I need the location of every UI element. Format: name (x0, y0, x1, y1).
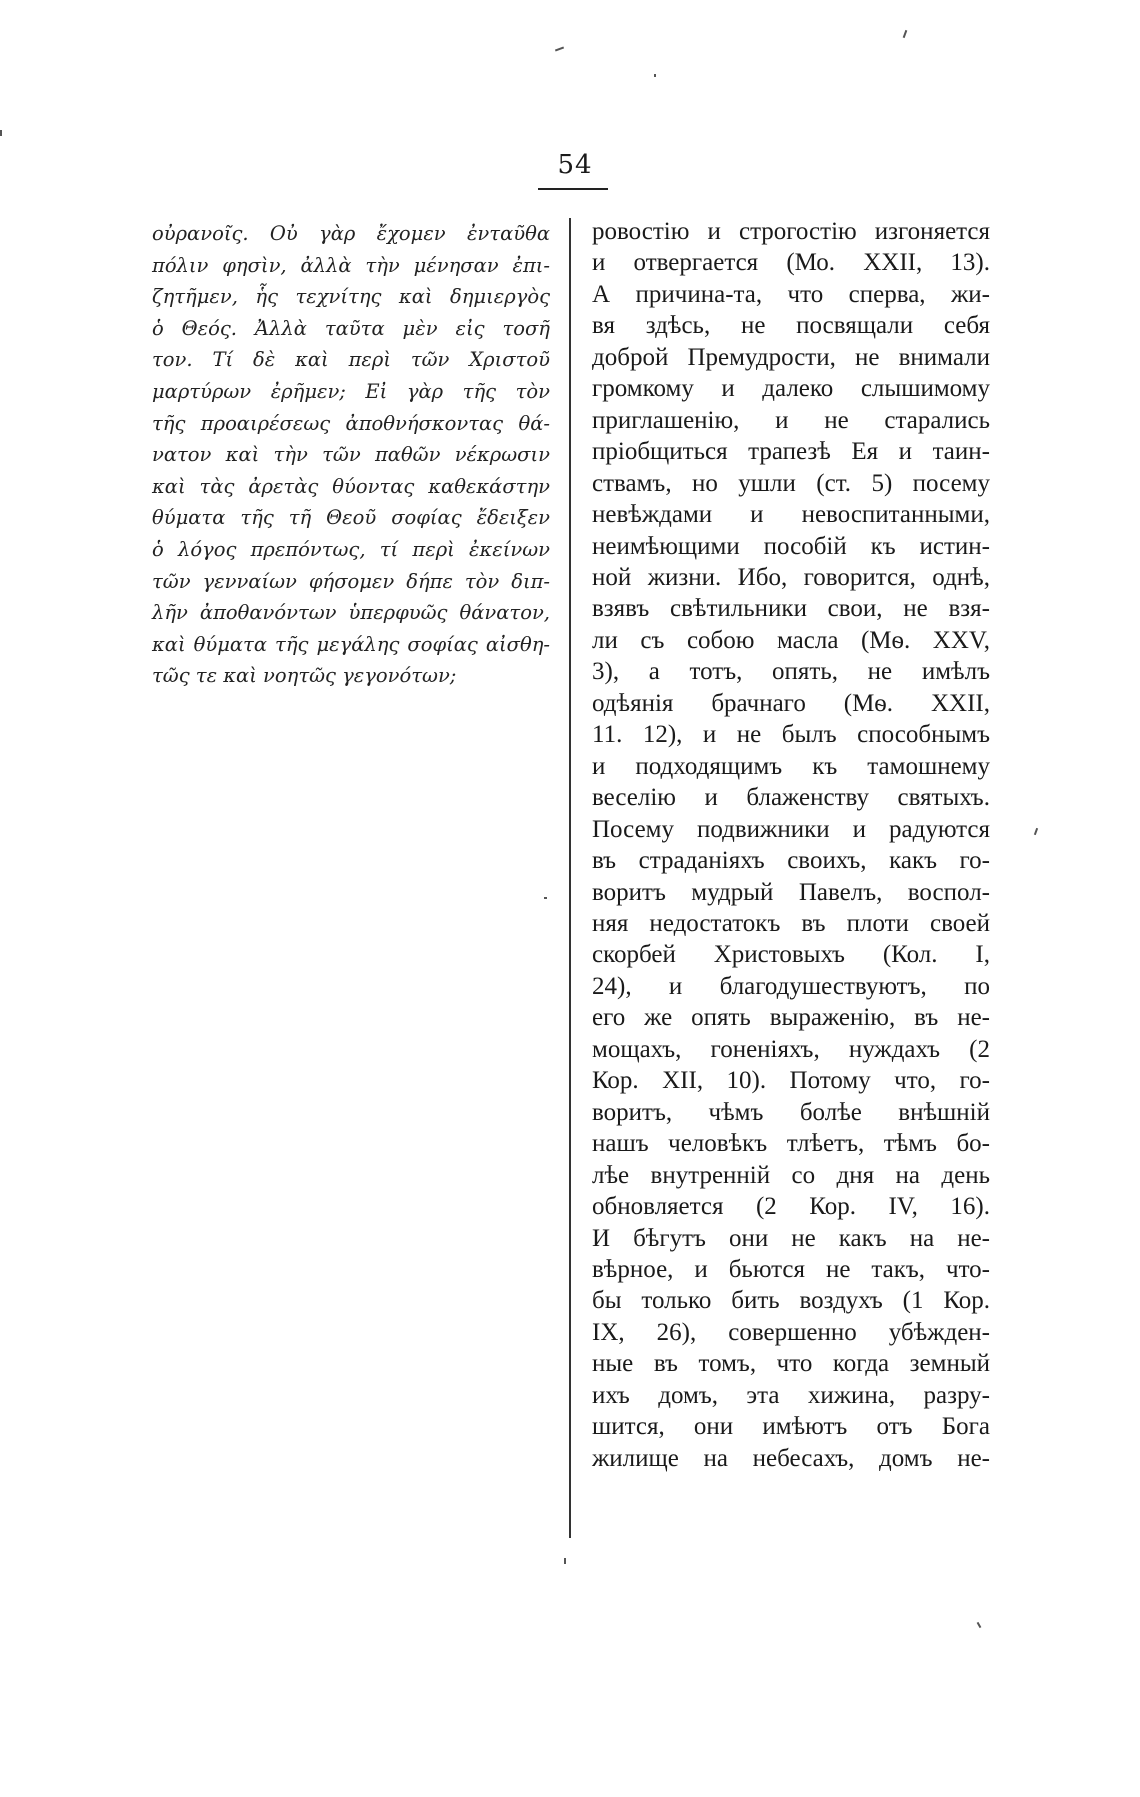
scan-speck (0, 130, 2, 136)
greek-text-line: ζητῆμεν, ἧς τεχνίτης καὶ δημιεργὸς (152, 285, 550, 309)
russian-text-line: ствамъ, но ушли (ст. 5) посему (592, 469, 990, 497)
scan-speck (903, 30, 908, 38)
russian-text-line: скорбей Христовыхъ (Кол. I, (592, 941, 990, 969)
greek-text-line: καὶ θύματα τῆς μεγάλης σοφίας αἰσθη- (152, 632, 550, 656)
russian-text-line: жилище на небесахъ, домъ не- (592, 1444, 990, 1472)
russian-text-line: няя недостатокъ въ плоти своей (592, 909, 990, 937)
russian-text-line: одѣянія брачнаго (Мѳ. XXII, (592, 689, 990, 717)
greek-text-line: ὁ Θεός. Ἀλλὰ ταῦτα μὲν εἰς τοσῆ (152, 316, 550, 340)
russian-text-line: невѣждами и невоспитанными, (592, 501, 990, 529)
greek-text-line: ὁ λόγος πρεπόντως, τί περὶ ἐκείνων (152, 537, 550, 561)
scan-speck (564, 1558, 566, 1564)
greek-text-line: νατον καὶ τὴν τῶν παθῶν νέκρωσιν (152, 443, 550, 467)
greek-text-line: οὐρανοῖς. Οὐ γὰρ ἔχομεν ἐνταῦθα (152, 222, 550, 245)
russian-text-line: громкому и далеко слышимому (592, 375, 990, 403)
russian-text-line: вѣрное, и бьются не такъ, что- (592, 1255, 990, 1283)
greek-text-line: καὶ τὰς ἀρετὰς θύοντας καθεκάστην (152, 474, 550, 498)
page-number-underline (538, 188, 608, 190)
russian-text-line: лѣе внутренній со дня на день (592, 1161, 990, 1189)
scan-speck (544, 897, 547, 899)
russian-text-line: воритъ, чѣмъ болѣе внѣшній (592, 1098, 990, 1126)
russian-text-line: 11. 12), и не былъ способнымъ (592, 721, 990, 749)
greek-text-line: τῆς προαιρέσεως ἀποθνήσκοντας θά- (152, 411, 550, 435)
russian-text-line: доброй Премудрости, не внимали (592, 343, 990, 371)
column-divider (569, 218, 571, 1538)
russian-text-column (592, 216, 990, 1474)
russian-text-line: его же опять выраженію, въ не- (592, 1004, 990, 1032)
russian-text-line: нашъ человѣкъ тлѣетъ, тѣмъ бо- (592, 1130, 990, 1158)
russian-text-line: IX, 26), совершенно убѣжден- (592, 1318, 990, 1346)
russian-text-line: ной жизни. Ибо, говорится, однѣ, (592, 563, 990, 591)
russian-text-line: ли съ собою масла (Мѳ. XXV, (592, 626, 990, 654)
scan-speck (1034, 828, 1038, 835)
russian-text-line: и подходящимъ къ тамошнему (592, 752, 990, 780)
greek-text-column (152, 218, 550, 692)
russian-text-line: шится, они имѣютъ отъ Бога (592, 1413, 990, 1441)
scan-speck (977, 1622, 982, 1628)
russian-text-line: неимѣющими пособій къ истин- (592, 532, 990, 560)
russian-text-line: ные въ томъ, что когда земный (592, 1350, 990, 1378)
russian-text-line: въ страданіяхъ своихъ, какъ го- (592, 847, 990, 875)
greek-text-line: τῶς τε καὶ νοητῶς γεγονότων; (152, 664, 457, 688)
russian-text-line: веселію и блаженству святыхъ. (592, 784, 990, 812)
russian-text-line: взявъ свѣтильники свои, не взя- (592, 595, 990, 623)
russian-text-line: мощахъ, гоненіяхъ, нуждахъ (2 (592, 1035, 990, 1063)
greek-text-line: λῆν ἀποθανόντων ὑπερφυῶς θάνατον, (152, 601, 550, 625)
greek-text-line: θύματα τῆς τῆ Θεοῦ σοφίας ἔδειξεν (152, 506, 550, 530)
russian-text-line: 3), а тотъ, опять, не имѣлъ (592, 658, 990, 686)
greek-text-line: τῶν γενναίων φήσομεν δήπε τὸν διπ- (152, 569, 550, 593)
scan-speck (555, 47, 564, 52)
russian-text-line: приглашенію, и не старались (592, 406, 990, 434)
russian-text-line: Посему подвижники и радуются (592, 815, 990, 843)
russian-text-line: И бѣгутъ они не какъ на не- (592, 1224, 990, 1252)
russian-text-line: пріобщиться трапезѣ Ея и таин- (592, 438, 990, 466)
russian-text-line: ровостію и строгостію изгоняется (592, 218, 990, 245)
greek-text-line: τον. Τί δὲ καὶ περὶ τῶν Χριστοῦ (152, 348, 550, 372)
russian-text-line: ихъ домъ, эта хижина, разру- (592, 1381, 990, 1409)
russian-text-line: бы только бить воздухъ (1 Кор. (592, 1287, 990, 1315)
russian-text-line: вя здѣсь, не посвящали себя (592, 312, 990, 340)
russian-text-line: Кор. XII, 10). Потому что, го- (592, 1067, 990, 1095)
greek-text-line: πόλιν φησὶν, ἀλλὰ τὴν μένησαν ἐπι- (152, 253, 550, 277)
russian-text-line: 24), и благодушествуютъ, по (592, 972, 990, 1000)
russian-text-line: и отвергается (Мо. XXII, 13). (592, 249, 990, 277)
russian-text-line: обновляется (2 Кор. IV, 16). (592, 1193, 990, 1221)
greek-text-line: μαρτύρων ἐρῆμεν; Εἰ γὰρ τῆς τὸν (152, 379, 550, 403)
russian-text-line: воритъ мудрый Павелъ, воспол- (592, 878, 990, 906)
scan-speck (654, 74, 656, 77)
page-number: 54 (557, 150, 593, 180)
russian-text-line: А причина-та, что сперва, жи- (592, 280, 990, 308)
